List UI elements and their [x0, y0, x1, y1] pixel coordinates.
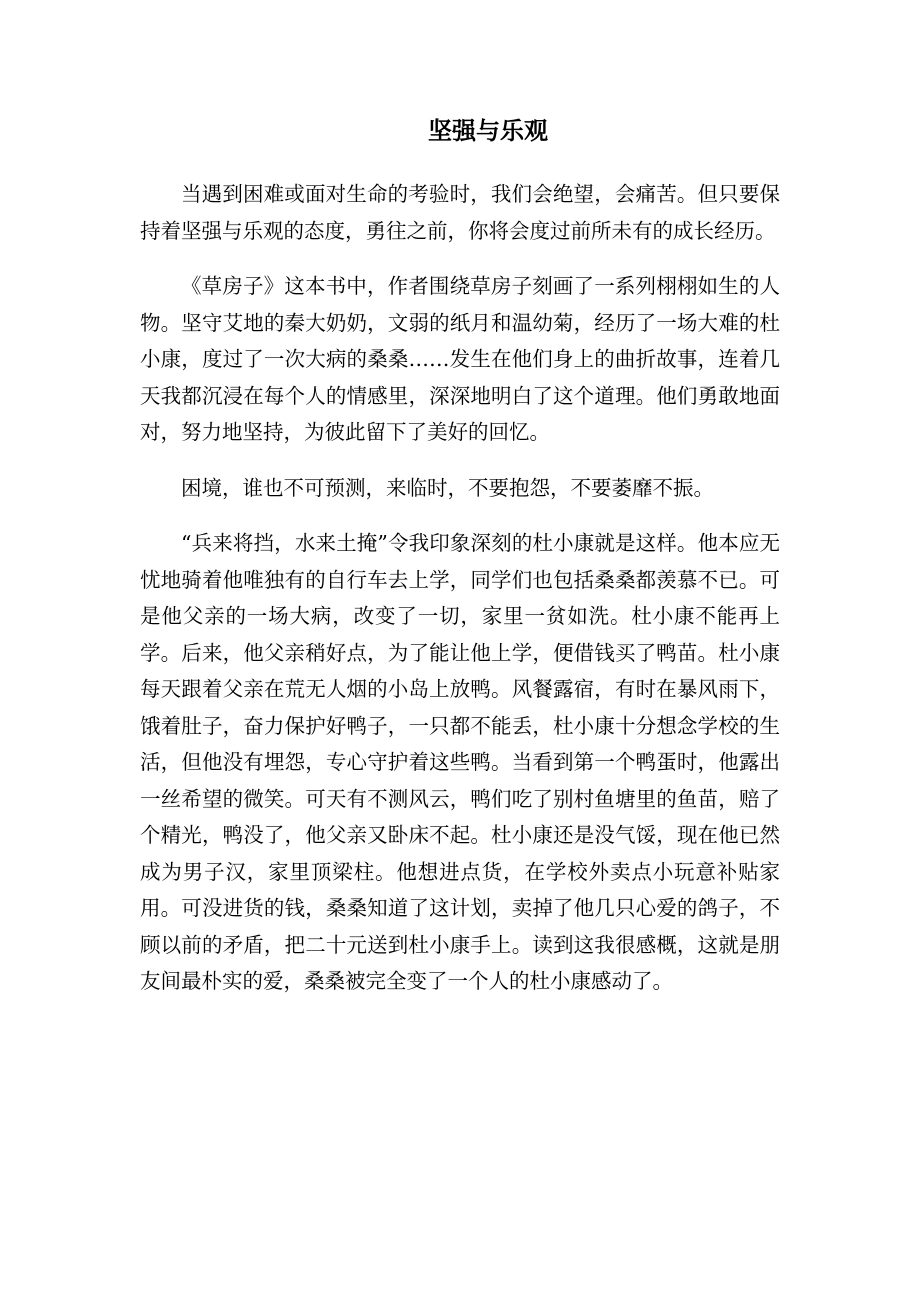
paragraph-du-xiaokang: “兵来将挡，水来土掩”令我印象深刻的杜小康就是这样。他本应无忧地骑着他唯独有的自行车去上学，同学们也包括桑桑都羡慕不已。可是他父亲的一场大病，改变了一切，家里一贫如洗。杜小康不能再上学。后来，他父亲稍好点，为了能让他上学，便借钱买了鸭苗。杜小康每天跟着父亲在荒无人烟的小岛上放鸭。风餐露宿，有时在暴风雨下，饿着肚子，奋力保护好鸭子，一只都不能丢，杜小康十分想念学校的生活，但他没有埋怨，专心守护着这些鸭。当看到第一个鸭蛋时，他露出一丝希望的微笑。可天有不测风云，鸭们吃了别村鱼塘里的鱼苗，赔了个精光，鸭没了，他父亲又卧床不起。杜小康还是没气馁，现在他已然成为男子汉，家里顶梁柱。他想进点货，在学校外卖点小玩意补贴家用。可没进货的钱，桑桑知道了这计划，卖掉了他几只心爱的鸽子，不顾以前的矛盾，把二十元送到杜小康手上。读到这我很感概，这就是朋友间最朴实的爱，桑桑被完全变了一个人的杜小康感动了。 [140, 531, 780, 993]
paragraph-intro: 当遇到困难或面对生命的考验时，我们会绝望，会痛苦。但只要保持着坚强与乐观的态度，勇往之前，你将会度过前所未有的成长经历。 [140, 182, 780, 243]
paragraph-book-summary: 《草房子》这本书中，作者围绕草房子刻画了一系列栩栩如生的人物。坚守艾地的秦大奶奶，文弱的纸月和温幼菊，经历了一场大难的杜小康，度过了一次大病的桑桑……发生在他们身上的曲折故事，连着几天我都沉浸在每个人的情感里，深深地明白了这个道理。他们勇敢地面对，努力地坚持，为彼此留下了美好的回忆。 [140, 274, 780, 444]
document-body [140, 176, 780, 1020]
paragraph-adversity: 困境，谁也不可预测，来临时，不要抱怨，不要萎靡不振。 [181, 475, 714, 500]
document-title: 坚强与乐观 [428, 116, 548, 145]
